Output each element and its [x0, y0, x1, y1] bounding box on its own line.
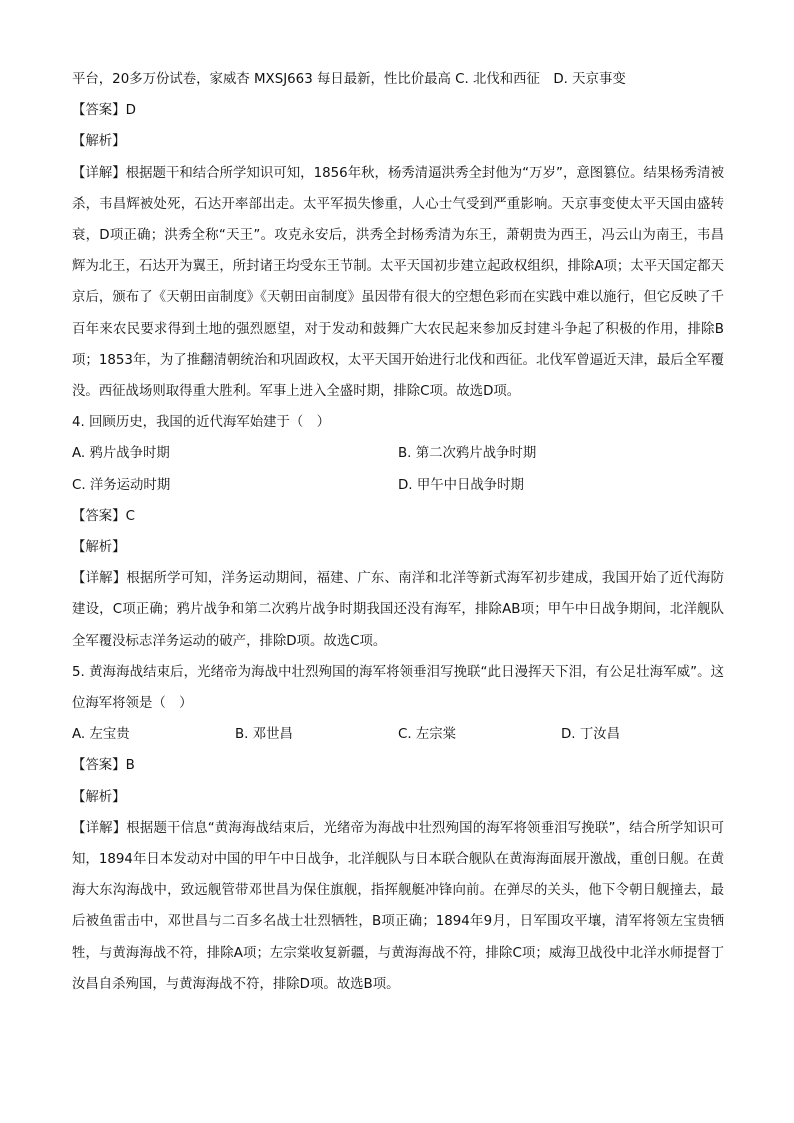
detail-text: 根据所学可知，洋务运动期间，福建、广东、南洋和北洋等新式海军初步建成，我国开始了近代海防建设，C项正确；鸦片战争和第二次鸦片战争时期我国还没有海军，排除AB项；甲午中日战争期间，北洋舰队全军覆没标志洋务运动的破产，排除D项。故选C项。: [72, 571, 725, 649]
q4-detail: [72, 563, 724, 657]
answer-label: 【答案】: [72, 758, 126, 774]
detail-label: 【详解】: [72, 571, 127, 587]
q4-option-d: D. 甲午中日战争时期: [398, 477, 524, 493]
detail-label: 【详解】: [72, 820, 127, 836]
q3-options-continued: 平台，20多万份试卷，家威杏 MXSJ663 每日最新，性比价最高 C. 北伐和西征 D. 天京事变: [72, 72, 626, 87]
answer-value: B: [125, 758, 135, 774]
q5-analysis-label: 【解析】: [72, 789, 126, 805]
answer-label: 【答案】: [72, 508, 126, 524]
q4-options-row-2: [72, 470, 724, 501]
q5-option-c: C. 左宗棠: [398, 727, 457, 743]
detail-label: 【详解】: [72, 165, 126, 181]
q4-options-row-1: [72, 438, 724, 469]
document-content: [72, 64, 724, 1000]
q4-option-c: C. 洋务运动时期: [72, 477, 171, 493]
q4-option-a: A. 鸦片战争时期: [72, 446, 170, 462]
q5-answer: [72, 750, 724, 781]
answer-label: 【答案】: [72, 103, 126, 119]
answer-value: D: [125, 103, 136, 119]
q5-options-row: [72, 719, 724, 750]
q4-option-b: B. 第二次鸦片战争时期: [398, 446, 537, 462]
answer-value: C: [125, 508, 135, 524]
q4-answer: [72, 501, 724, 532]
q5-stem: 5. 黄海海战结束后，光绪帝为海战中壮烈殉国的海军将领垂泪写挽联“此日漫挥天下泪，有公足壮海军威”。这位海军将领是（ ）: [72, 664, 724, 711]
q5-option-d: D. 丁汝昌: [561, 727, 620, 743]
q3-detail: [72, 158, 724, 408]
q3-analysis-label: 【解析】: [72, 134, 126, 150]
q4-analysis-label: 【解析】: [72, 539, 126, 555]
detail-text: 根据题干和结合所学知识可知，1856年秋，杨秀清逼洪秀全封他为“万岁”，意图篡位。结果杨秀清被杀，韦昌辉被处死，石达开率部出走。太平军损失惨重，人心士气受到严重影响。天京事变使太平天国由盛转衰，D项正确；洪秀全称“天王”。攻克永安后，洪秀全封杨秀清为东王，萧朝贵为西王，冯云山为南王，韦昌辉为北王，石达开为翼王，所封诸王均受东王节制。太平天国初步建立起政权组织，排除A项；太平天国定都天京后，颁布了《天朝田亩制度》《天朝田亩制度》虽因带有很大的空想色彩而在实践中难以施行，但它反映了千百年来农民要求得到土地的强烈愿望，对于发动和鼓舞广大农民起来参加反封建斗争起了积极的作用，排除B项；1853年，为了推翻清朝统治和巩固政权，太平天国开始进行北伐和西征。北伐军曾逼近天津，最后全军覆没。西征战场则取得重大胜利。军事上进入全盛时期，排除C项。故选D项。: [72, 165, 724, 399]
q5-option-b: B. 邓世昌: [235, 727, 293, 743]
detail-text: 根据题干信息“黄海海战结束后，光绪帝为海战中壮烈殉国的海军将领垂泪写挽联”，结合所学知识可知，1894年日本发动对中国的甲午中日战争，北洋舰队与日本联合舰队在黄海海面展开激战，重创日舰。在黄海大东沟海战中，致远舰管带邓世昌为保住旗舰，指挥舰艇冲锋向前。在弹尽的关头，他下令朝日舰撞去，最后被鱼雷击中，邓世昌与二百多名战士壮烈牺牲，B项正确；1894年9月，日军围攻平壤，清军将领左宝贵牺牲，与黄海海战不符，排除A项；左宗棠收复新疆，与黄海海战不符，排除C项；威海卫战役中北洋水师提督丁汝昌自杀殉国，与黄海海战不符，排除D项。故选B项。: [72, 820, 725, 992]
q5-detail: [72, 813, 724, 1000]
q3-answer: [72, 95, 724, 126]
q4-stem: 4. 回顾历史，我国的近代海军始建于（ ）: [72, 415, 331, 431]
q5-option-a: A. 左宝贵: [72, 727, 130, 743]
